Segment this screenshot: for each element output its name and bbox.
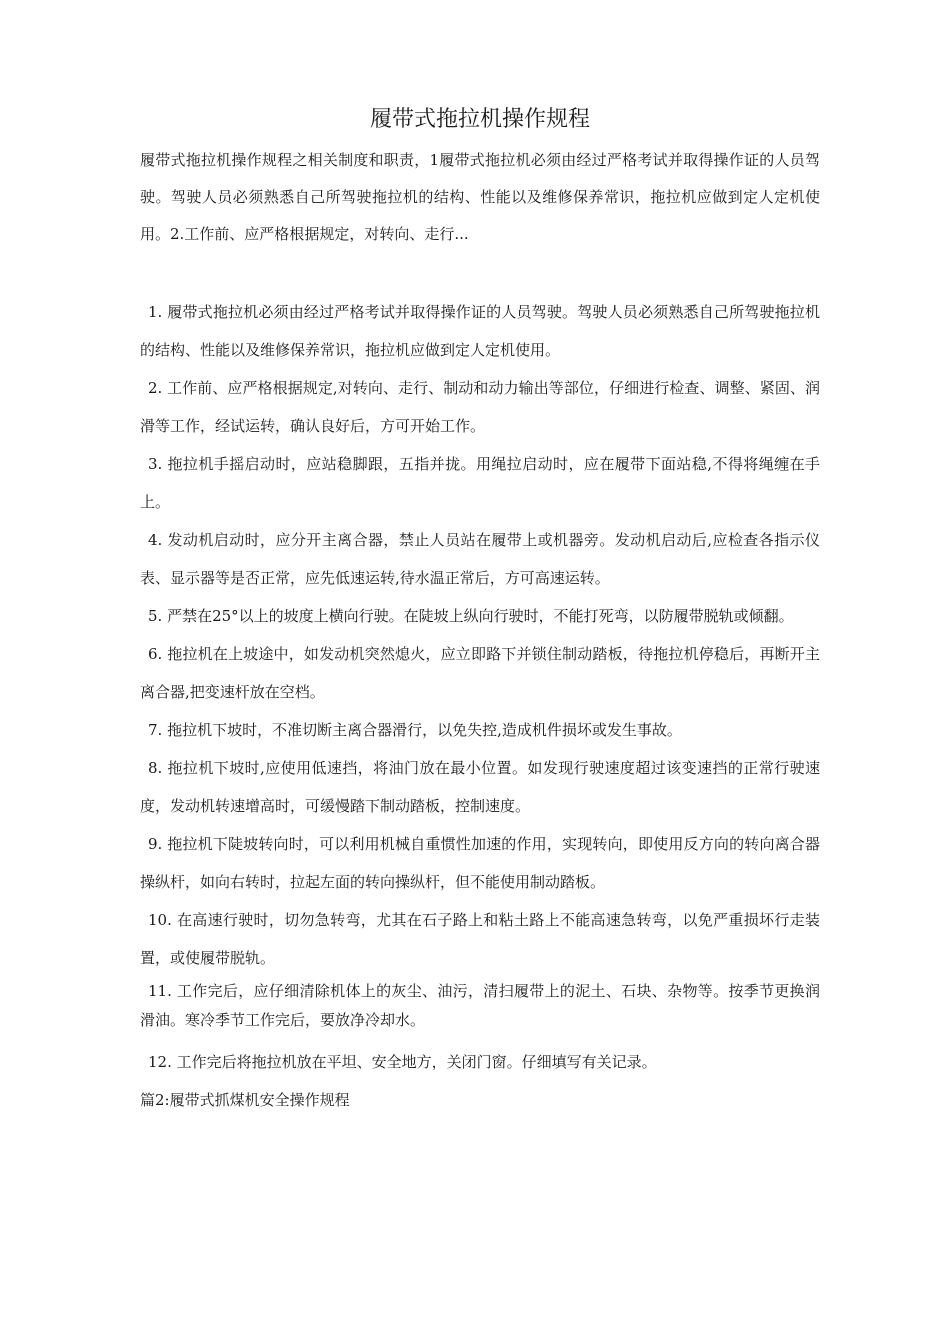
rule-item-8: 8. 拖拉机下坡时,应使用低速挡，将油门放在最小位置。如发现行驶速度超过该变速挡的正常行驶速度，发动机转速增高时，可缓慢踏下制动踏板，控制速度。 [140,759,820,815]
rule-item-5: 5. 严禁在25°以上的坡度上横向行驶。在陡坡上纵向行驶时，不能打死弯，以防履带脱轨或倾翻。 [148,607,794,625]
rule-item-4: 4. 发动机启动时，应分开主离合器，禁止人员站在履带上或机器旁。发动机启动后,应检查各指示仪表、显示器等是否正常，应先低速运转,待水温正常后，方可高速运转。 [140,531,820,587]
paragraph-spacer [140,253,820,293]
rule-item-9: 9. 拖拉机下陡坡转向时，可以利用机械自重惯性加速的作用，实现转向，即使用反方向的转向离合器操纵杆，如向右转时，拉起左面的转向操纵杆，但不能使用制动踏板。 [140,835,820,891]
document-page [140,100,820,1119]
next-section-title: 篇2:履带式抓煤机安全操作规程 [140,1091,350,1109]
rule-item-12: 12. 工作完后将拖拉机放在平坦、安全地方，关闭门窗。仔细填写有关记录。 [148,1053,657,1071]
rule-item-6: 6. 拖拉机在上坡途中，如发动机突然熄火，应立即路下并锁住制动踏板，待拖拉机停稳后，再断开主离合器,把变速杆放在空档。 [140,645,820,701]
document-title: 履带式拖拉机操作规程 [369,107,590,132]
rule-item-1: 1. 履带式拖拉机必须由经过严格考试并取得操作证的人员驾驶。驾驶人员必须熟悉自己所驾驶拖拉机的结构、性能以及维修保养常识，拖拉机应做到定人定机使用。 [140,303,820,359]
rule-item-11: 11. 工作完后，应仔细清除机体上的灰尘、油污，清扫履带上的泥土、石块、杂物等。按季节更换润滑油。寒冷季节工作完后，要放净冷却水。 [140,982,820,1029]
rule-item-10: 10. 在高速行驶时，切勿急转弯，尤其在石子路上和粘土路上不能高速急转弯，以免严重损坏行走装置，或使履带脱轨。 [140,911,820,967]
rule-item-3: 3. 拖拉机手摇启动时，应站稳脚跟，五指并拢。用绳拉启动时，应在履带下面站稳,不得将绳缠在手上。 [140,455,820,511]
document-intro: 履带式拖拉机操作规程之相关制度和职责，1履带式拖拉机必须由经过严格考试并取得操作证的人员驾驶。驾驶人员必须熟悉自己所驾驶拖拉机的结构、性能以及维修保养常识，拖拉机应做到定人定机使用。2.工作前、应严格根据规定，对转向、走行... [140,151,820,243]
rule-item-7: 7. 拖拉机下坡时，不准切断主离合器滑行，以免失控,造成机件损坏或发生事故。 [148,721,682,739]
rule-item-2: 2. 工作前、应严格根据规定,对转向、走行、制动和动力输出等部位，仔细进行检查、调整、紧固、润滑等工作，经试运转，确认良好后，方可开始工作。 [140,379,820,435]
